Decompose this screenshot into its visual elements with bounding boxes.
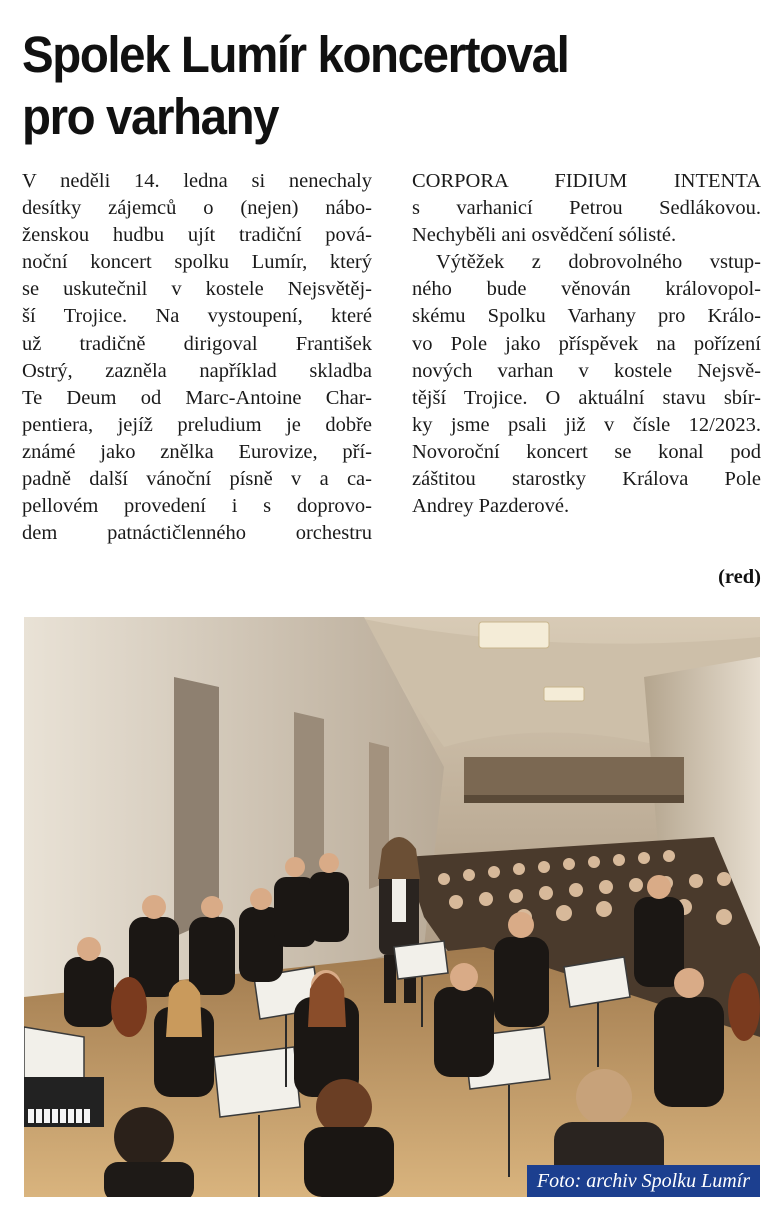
right-text-column: [412, 168, 761, 520]
text-line: skému Spolku Varhany pro Králo-: [412, 305, 761, 328]
text-line: nových varhan v kostele Nejsvě-: [412, 359, 761, 382]
text-line: padně další vánoční písně v a ca-: [22, 468, 372, 491]
text-line: V neděli 14. ledna si nenechaly: [22, 170, 372, 192]
text-line: tější Trojice. O aktuální stavu sbír-: [412, 386, 761, 409]
text-line: noční koncert spolku Lumír, který: [22, 251, 372, 274]
photo-caption: Foto: archiv Spolku Lumír: [527, 1165, 760, 1197]
text-line: CORPORA FIDIUM INTENTA: [412, 170, 761, 192]
text-line: ší Trojice. Na vystoupení, které: [22, 305, 372, 328]
text-line: pentiera, jejíž preludium je dobře: [22, 413, 372, 436]
article-headline: [22, 24, 710, 148]
text-line: záštitou starostky Králova Pole: [412, 468, 761, 491]
text-line: už tradičně dirigoval František: [22, 332, 372, 355]
text-line: desítky zájemců o (nejen) nábo-: [22, 197, 372, 220]
text-line: ného bude věnován královopol-: [412, 278, 761, 301]
text-line: Ostrý, zazněla například skladba: [22, 359, 372, 382]
text-line: Andrey Pazderové.: [412, 495, 570, 518]
text-line: Novoroční koncert se konal pod: [412, 440, 761, 463]
concert-photo: [24, 617, 760, 1197]
text-line: známé jako znělka Eurovize, pří-: [22, 440, 372, 463]
headline-line-1: Spolek Lumír koncertoval: [22, 26, 569, 83]
text-line: s varhanicí Petrou Sedlákovou.: [412, 197, 761, 220]
text-line: ky jsme psali již v čísle 12/2023.: [412, 413, 761, 436]
author-byline: (red): [718, 566, 761, 588]
text-line: pellovém provedení i s doprovo-: [22, 495, 372, 518]
text-line: Te Deum od Marc-Antoine Char-: [22, 386, 372, 409]
concert-photo-illustration: [24, 617, 760, 1197]
text-line: Výtěžek z dobrovolného vstup-: [436, 251, 761, 274]
headline-line-2: pro varhany: [22, 88, 279, 145]
text-line: Nechyběli ani osvědčení sólisté.: [412, 224, 677, 247]
text-line: se uskutečnil v kostele Nejsvětěj-: [22, 278, 372, 301]
text-line: ženskou hudbu ujít tradiční pová-: [22, 224, 372, 247]
left-text-column: [22, 168, 372, 547]
text-line: vo Pole jako příspěvek na pořízení: [412, 332, 761, 355]
text-line: dem patnáctičlenného orchestru: [22, 522, 372, 545]
